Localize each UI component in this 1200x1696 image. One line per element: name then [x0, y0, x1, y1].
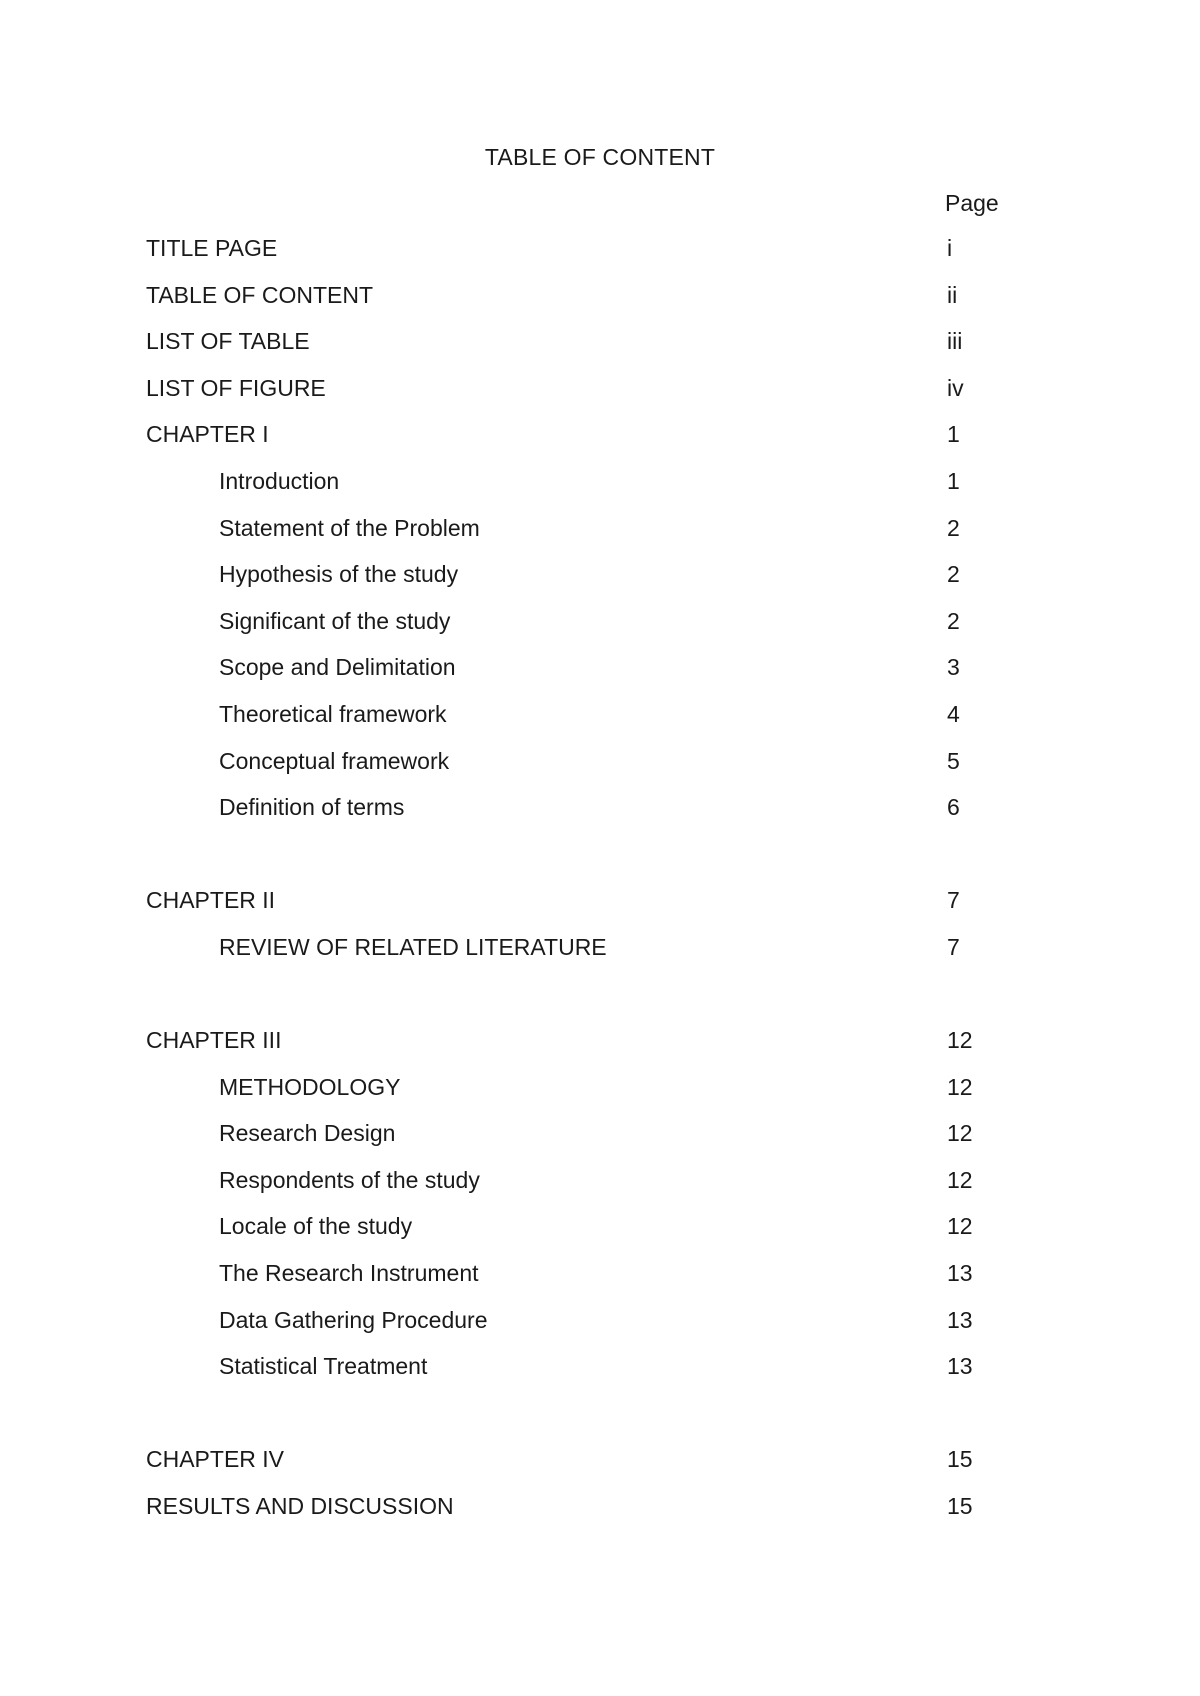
- toc-entry-label: LIST OF TABLE: [146, 328, 310, 355]
- toc-entry-page-number: 4: [947, 700, 960, 727]
- toc-entry: [0, 1074, 1200, 1121]
- toc-entry-page-number: i: [947, 235, 953, 261]
- toc-entry-label: CHAPTER II: [146, 887, 276, 914]
- toc-entry-label: CHAPTER III: [146, 1027, 282, 1054]
- toc-entry-page-number: 3: [947, 654, 960, 681]
- toc-entry-page-number: 12: [947, 1027, 973, 1054]
- toc-entry-page-number: 13: [947, 1353, 973, 1380]
- toc-entry-page-number: 13: [947, 1306, 973, 1333]
- toc-entry-label: Research Design: [219, 1120, 396, 1147]
- toc-entry-label: Scope and Delimitation: [219, 654, 456, 681]
- toc-entry-page-number: 12: [947, 1213, 973, 1240]
- toc-entry: [0, 748, 1200, 795]
- toc-entry-label: Statement of the Problem: [219, 514, 480, 541]
- toc-entry-label: REVIEW OF RELATED LITERATURE: [219, 933, 607, 960]
- toc-entry-label: Definition of terms: [219, 794, 405, 821]
- toc-entry: [0, 328, 1200, 375]
- toc-entry-page-number: 13: [947, 1260, 973, 1287]
- page-column-header: Page: [945, 190, 999, 216]
- toc-entry: [0, 421, 1200, 468]
- toc-entry-label: LIST OF FIGURE: [146, 374, 326, 401]
- toc-entry: [0, 561, 1200, 608]
- toc-entry-page-number: 7: [947, 887, 960, 914]
- toc-entry: [0, 515, 1200, 562]
- toc-entry-label: METHODOLOGY: [219, 1073, 401, 1100]
- toc-entry-page-number: 6: [947, 794, 960, 821]
- toc-entry-label: TITLE PAGE: [146, 235, 278, 261]
- toc-entry-page-number: 1: [947, 467, 960, 494]
- toc-entry: [0, 794, 1200, 841]
- toc-entry: [0, 934, 1200, 981]
- toc-entry-page-number: 15: [947, 1493, 973, 1520]
- toc-entry-page-number: iv: [947, 374, 964, 401]
- toc-entry-page-number: 12: [947, 1073, 973, 1100]
- toc-entry: [0, 1493, 1200, 1540]
- toc-entry-page-number: iii: [947, 328, 963, 355]
- toc-entry: [0, 235, 1200, 282]
- toc-entry-page-number: ii: [947, 281, 958, 308]
- toc-entry-label: Theoretical framework: [219, 700, 447, 727]
- toc-entry: [0, 701, 1200, 748]
- toc-entry-label: Statistical Treatment: [219, 1353, 428, 1380]
- toc-entry: [0, 1120, 1200, 1167]
- toc-entry-label: Introduction: [219, 467, 340, 494]
- toc-entry-label: Locale of the study: [219, 1213, 413, 1240]
- toc-entry: [0, 1027, 1200, 1074]
- toc-entry: [0, 1446, 1200, 1493]
- table-of-contents-list: [0, 235, 1200, 1540]
- toc-entry: [0, 1167, 1200, 1214]
- toc-entry-page-number: 12: [947, 1166, 973, 1193]
- toc-entry-page-number: 15: [947, 1446, 973, 1473]
- toc-entry-label: RESULTS AND DISCUSSION: [146, 1493, 454, 1520]
- toc-entry: [0, 654, 1200, 701]
- toc-entry-page-number: 2: [947, 561, 960, 588]
- toc-entry-label: Conceptual framework: [219, 747, 450, 774]
- toc-entry-page-number: 2: [947, 607, 960, 634]
- toc-entry: [0, 375, 1200, 422]
- toc-entry-label: The Research Instrument: [219, 1260, 479, 1287]
- toc-entry-page-number: 2: [947, 514, 960, 541]
- toc-entry-page-number: 5: [947, 747, 960, 774]
- toc-entry-label: CHAPTER IV: [146, 1446, 285, 1473]
- toc-entry: [0, 608, 1200, 655]
- toc-entry: [0, 1260, 1200, 1307]
- toc-entry-label: Data Gathering Procedure: [219, 1306, 488, 1333]
- toc-entry: [0, 1353, 1200, 1400]
- toc-entry-page-number: 12: [947, 1120, 973, 1147]
- toc-entry-label: TABLE OF CONTENT: [146, 281, 374, 308]
- toc-entry: [0, 468, 1200, 515]
- toc-entry: [0, 1307, 1200, 1354]
- toc-entry-label: Respondents of the study: [219, 1166, 480, 1193]
- toc-entry: [0, 282, 1200, 329]
- toc-entry-page-number: 7: [947, 933, 960, 960]
- toc-entry: [0, 1213, 1200, 1260]
- toc-entry: [0, 887, 1200, 934]
- toc-entry-label: Significant of the study: [219, 607, 451, 634]
- toc-entry-label: CHAPTER I: [146, 421, 269, 448]
- toc-entry-label: Hypothesis of the study: [219, 561, 459, 588]
- toc-entry-page-number: 1: [947, 421, 960, 448]
- document-title: TABLE OF CONTENT: [484, 144, 716, 170]
